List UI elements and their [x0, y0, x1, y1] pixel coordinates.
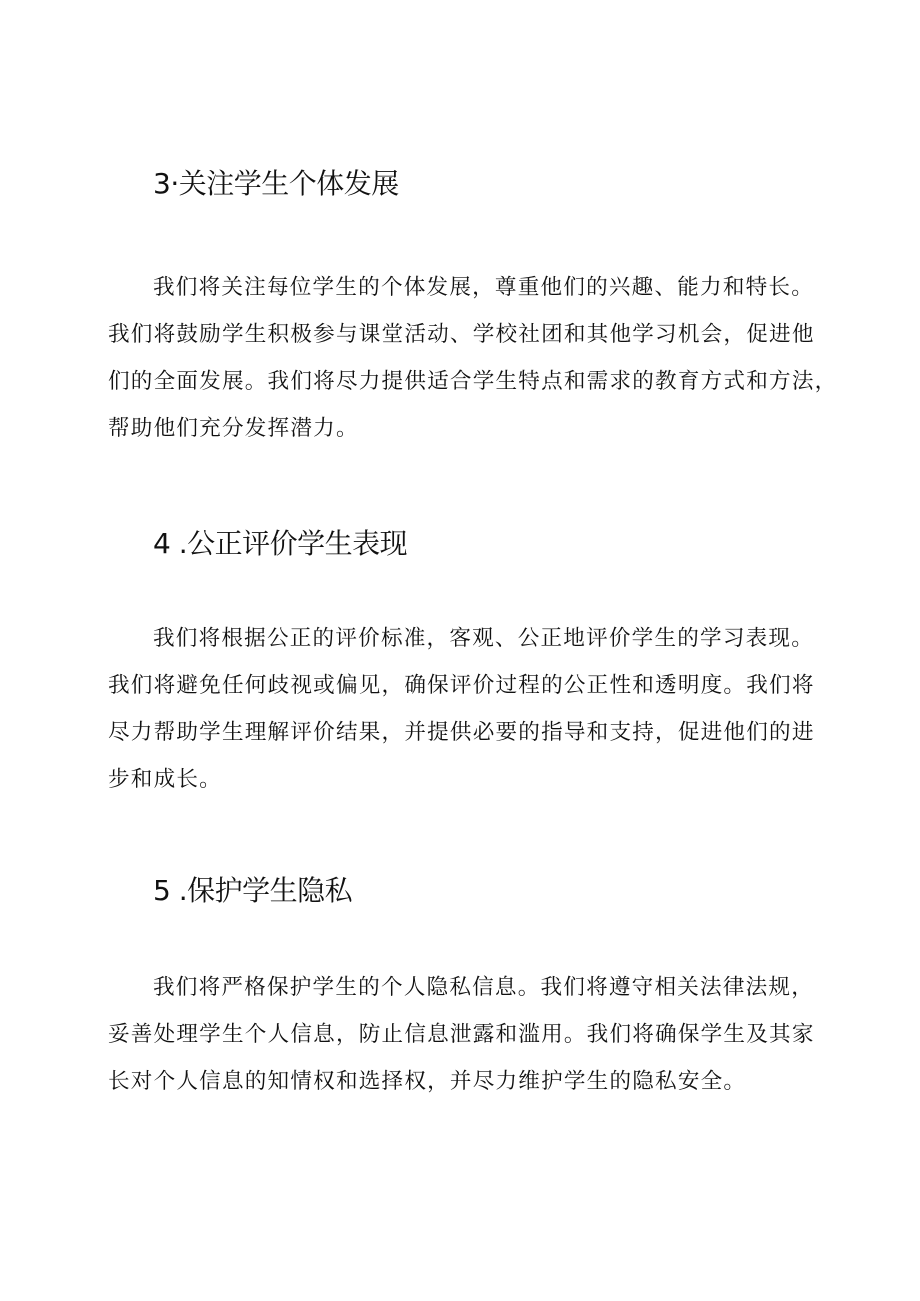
paragraph-line: 长对个人信息的知情权和选择权，并尽力维护学生的隐私安全。	[108, 1069, 747, 1094]
section-heading: 5 .保护学生隐私	[153, 874, 353, 907]
section-heading: 3·关注学生个体发展	[153, 167, 399, 200]
section-paragraph	[108, 264, 856, 452]
section-heading: 4 .公正评价学生表现	[153, 527, 408, 560]
paragraph-line: 尽力帮助学生理解评价结果，并提供必要的指导和支持，促进他们的进	[108, 720, 815, 745]
paragraph-line: 我们将鼓励学生积极参与课堂活动、学校社团和其他学习机会，促进他	[108, 322, 815, 347]
paragraph-line: 们的全面发展。我们将尽力提供适合学生特点和需求的教育方式和方法，	[108, 369, 838, 394]
paragraph-line: 我们将根据公正的评价标准，客观、公正地评价学生的学习表现。	[153, 626, 815, 651]
paragraph-line: 我们将避免任何歧视或偏见，确保评价过程的公正性和透明度。我们将	[108, 673, 815, 698]
paragraph-line: 步和成长。	[108, 767, 222, 792]
paragraph-line: 妥善处理学生个人信息，防止信息泄露和滥用。我们将确保学生及其家	[108, 1022, 815, 1047]
paragraph-line: 我们将严格保护学生的个人隐私信息。我们将遵守相关法律法规，	[153, 975, 815, 1000]
section-paragraph	[108, 964, 856, 1105]
paragraph-line: 帮助他们充分发挥潜力。	[108, 416, 359, 441]
section-paragraph	[108, 615, 856, 803]
paragraph-line: 我们将关注每位学生的个体发展，尊重他们的兴趣、能力和特长。	[153, 275, 815, 300]
